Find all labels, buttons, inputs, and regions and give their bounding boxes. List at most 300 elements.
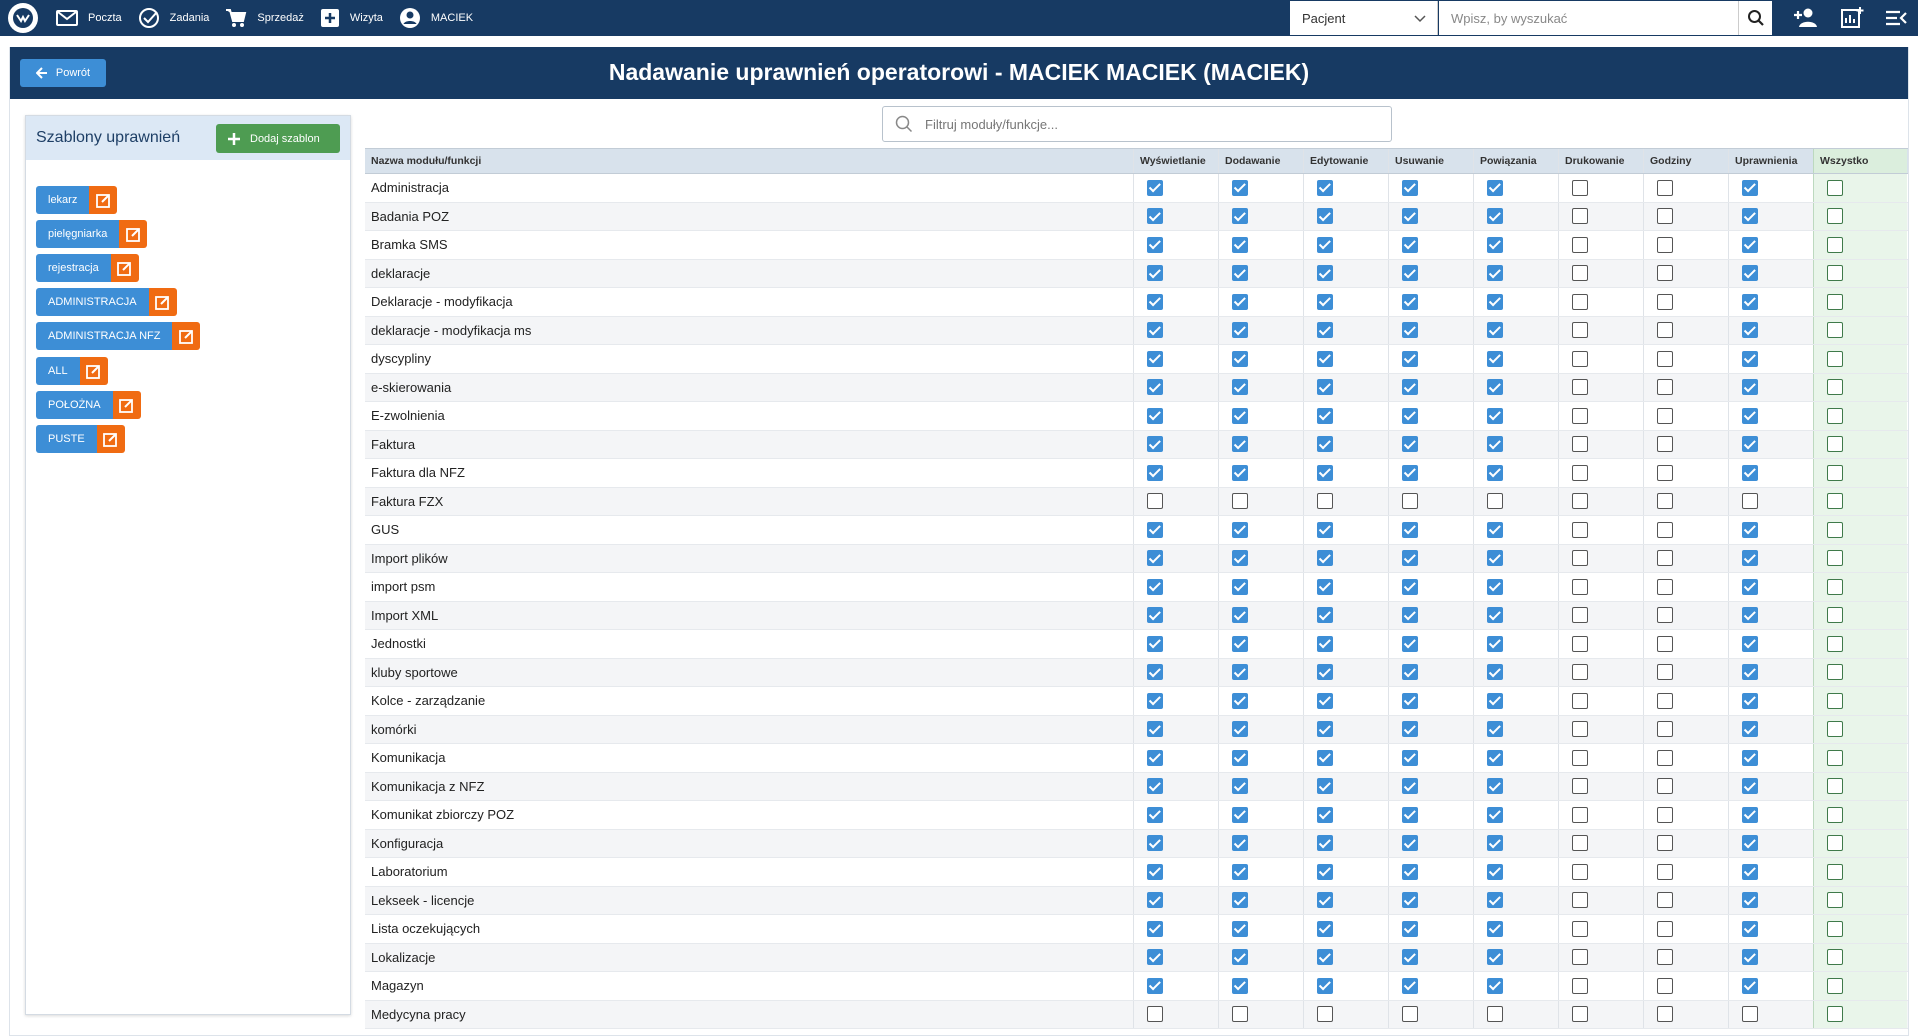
permission-checkbox[interactable] — [1827, 465, 1843, 481]
permission-checkbox[interactable] — [1232, 322, 1248, 338]
permission-checkbox[interactable] — [1487, 322, 1503, 338]
permission-checkbox[interactable] — [1317, 180, 1333, 196]
permission-checkbox[interactable] — [1317, 978, 1333, 994]
permission-checkbox[interactable] — [1657, 835, 1673, 851]
permission-checkbox[interactable] — [1827, 180, 1843, 196]
permission-checkbox[interactable] — [1147, 949, 1163, 965]
permission-checkbox[interactable] — [1487, 522, 1503, 538]
permission-checkbox[interactable] — [1742, 351, 1758, 367]
permission-checkbox[interactable] — [1657, 778, 1673, 794]
permission-checkbox[interactable] — [1487, 408, 1503, 424]
permission-checkbox[interactable] — [1827, 379, 1843, 395]
permission-checkbox[interactable] — [1657, 522, 1673, 538]
permission-checkbox[interactable] — [1487, 693, 1503, 709]
column-header[interactable]: Edytowanie — [1303, 149, 1388, 173]
permission-checkbox[interactable] — [1742, 379, 1758, 395]
permission-checkbox[interactable] — [1402, 864, 1418, 880]
permission-checkbox[interactable] — [1827, 693, 1843, 709]
permission-checkbox[interactable] — [1147, 550, 1163, 566]
permission-checkbox[interactable] — [1147, 322, 1163, 338]
permission-checkbox[interactable] — [1402, 750, 1418, 766]
permission-checkbox[interactable] — [1317, 721, 1333, 737]
permission-checkbox[interactable] — [1657, 807, 1673, 823]
permission-checkbox[interactable] — [1232, 379, 1248, 395]
permission-checkbox[interactable] — [1827, 664, 1843, 680]
global-search-input[interactable] — [1439, 1, 1738, 35]
permission-checkbox[interactable] — [1317, 693, 1333, 709]
edit-template-button[interactable] — [111, 254, 139, 282]
permission-checkbox[interactable] — [1232, 237, 1248, 253]
permission-checkbox[interactable] — [1402, 778, 1418, 794]
add-template-button[interactable] — [216, 124, 340, 153]
permission-checkbox[interactable] — [1572, 550, 1588, 566]
permission-checkbox[interactable] — [1487, 949, 1503, 965]
permission-checkbox[interactable] — [1232, 208, 1248, 224]
permission-checkbox[interactable] — [1232, 550, 1248, 566]
permission-checkbox[interactable] — [1487, 750, 1503, 766]
permission-checkbox[interactable] — [1232, 265, 1248, 281]
permission-checkbox[interactable] — [1147, 522, 1163, 538]
permission-checkbox[interactable] — [1402, 636, 1418, 652]
permission-checkbox[interactable] — [1572, 579, 1588, 595]
permission-checkbox[interactable] — [1232, 493, 1248, 509]
permission-checkbox[interactable] — [1657, 351, 1673, 367]
permission-checkbox[interactable] — [1572, 180, 1588, 196]
permission-checkbox[interactable] — [1742, 408, 1758, 424]
permission-checkbox[interactable] — [1487, 379, 1503, 395]
permission-checkbox[interactable] — [1742, 208, 1758, 224]
permission-checkbox[interactable] — [1402, 664, 1418, 680]
template-label[interactable]: ALL — [36, 357, 80, 385]
permission-checkbox[interactable] — [1742, 693, 1758, 709]
permission-checkbox[interactable] — [1827, 835, 1843, 851]
permission-checkbox[interactable] — [1487, 607, 1503, 623]
permission-checkbox[interactable] — [1402, 978, 1418, 994]
permission-checkbox[interactable] — [1657, 294, 1673, 310]
permission-checkbox[interactable] — [1657, 579, 1673, 595]
permission-checkbox[interactable] — [1572, 322, 1588, 338]
permission-checkbox[interactable] — [1827, 408, 1843, 424]
permission-checkbox[interactable] — [1827, 237, 1843, 253]
permission-checkbox[interactable] — [1827, 978, 1843, 994]
permission-checkbox[interactable] — [1657, 607, 1673, 623]
permission-checkbox[interactable] — [1827, 522, 1843, 538]
template-label[interactable]: ADMINISTRACJA NFZ — [36, 322, 172, 350]
permission-checkbox[interactable] — [1827, 721, 1843, 737]
permission-checkbox[interactable] — [1232, 180, 1248, 196]
permission-checkbox[interactable] — [1657, 636, 1673, 652]
permission-checkbox[interactable] — [1232, 294, 1248, 310]
permission-checkbox[interactable] — [1402, 351, 1418, 367]
template-label[interactable]: POŁOŻNA — [36, 391, 113, 419]
permission-checkbox[interactable] — [1317, 493, 1333, 509]
permission-checkbox[interactable] — [1742, 921, 1758, 937]
permission-checkbox[interactable] — [1742, 550, 1758, 566]
permission-checkbox[interactable] — [1742, 237, 1758, 253]
permission-checkbox[interactable] — [1742, 978, 1758, 994]
permission-checkbox[interactable] — [1232, 949, 1248, 965]
permission-checkbox[interactable] — [1572, 664, 1588, 680]
permission-checkbox[interactable] — [1232, 864, 1248, 880]
permission-checkbox[interactable] — [1147, 721, 1163, 737]
permission-checkbox[interactable] — [1742, 664, 1758, 680]
permission-checkbox[interactable] — [1572, 379, 1588, 395]
permission-checkbox[interactable] — [1742, 750, 1758, 766]
permission-checkbox[interactable] — [1317, 522, 1333, 538]
template-label[interactable]: pielęgniarka — [36, 220, 119, 248]
permission-checkbox[interactable] — [1657, 693, 1673, 709]
permission-checkbox[interactable] — [1147, 579, 1163, 595]
permission-checkbox[interactable] — [1402, 322, 1418, 338]
permission-checkbox[interactable] — [1147, 835, 1163, 851]
permission-checkbox[interactable] — [1657, 237, 1673, 253]
permission-checkbox[interactable] — [1232, 750, 1248, 766]
permission-checkbox[interactable] — [1572, 949, 1588, 965]
permission-checkbox[interactable] — [1317, 237, 1333, 253]
edit-template-button[interactable] — [172, 322, 200, 350]
permission-checkbox[interactable] — [1147, 208, 1163, 224]
permission-checkbox[interactable] — [1827, 778, 1843, 794]
permission-checkbox[interactable] — [1487, 921, 1503, 937]
permission-checkbox[interactable] — [1742, 436, 1758, 452]
permission-checkbox[interactable] — [1487, 265, 1503, 281]
permission-checkbox[interactable] — [1147, 978, 1163, 994]
permission-checkbox[interactable] — [1317, 921, 1333, 937]
permission-checkbox[interactable] — [1147, 408, 1163, 424]
permission-checkbox[interactable] — [1572, 1006, 1588, 1022]
column-header[interactable]: Uprawnienia — [1728, 149, 1813, 173]
permission-checkbox[interactable] — [1232, 465, 1248, 481]
permission-checkbox[interactable] — [1487, 465, 1503, 481]
permission-checkbox[interactable] — [1317, 750, 1333, 766]
permission-checkbox[interactable] — [1742, 522, 1758, 538]
permission-checkbox[interactable] — [1572, 351, 1588, 367]
permission-checkbox[interactable] — [1657, 465, 1673, 481]
permission-checkbox[interactable] — [1147, 294, 1163, 310]
permission-checkbox[interactable] — [1572, 778, 1588, 794]
permission-checkbox[interactable] — [1147, 892, 1163, 908]
permission-checkbox[interactable] — [1827, 579, 1843, 595]
permission-checkbox[interactable] — [1742, 265, 1758, 281]
edit-template-button[interactable] — [113, 391, 141, 419]
permission-checkbox[interactable] — [1402, 807, 1418, 823]
permission-checkbox[interactable] — [1147, 807, 1163, 823]
column-header[interactable]: Godziny — [1643, 149, 1728, 173]
permission-checkbox[interactable] — [1657, 322, 1673, 338]
permission-checkbox[interactable] — [1402, 693, 1418, 709]
permission-checkbox[interactable] — [1232, 921, 1248, 937]
permission-checkbox[interactable] — [1402, 1006, 1418, 1022]
permission-checkbox[interactable] — [1572, 522, 1588, 538]
template-item[interactable] — [36, 357, 108, 385]
permission-checkbox[interactable] — [1827, 607, 1843, 623]
permission-checkbox[interactable] — [1402, 294, 1418, 310]
template-item[interactable] — [36, 186, 117, 214]
permission-checkbox[interactable] — [1487, 436, 1503, 452]
permission-checkbox[interactable] — [1402, 180, 1418, 196]
permission-checkbox[interactable] — [1742, 807, 1758, 823]
permission-checkbox[interactable] — [1147, 351, 1163, 367]
permission-checkbox[interactable] — [1147, 778, 1163, 794]
module-filter-input[interactable] — [882, 106, 1392, 142]
permission-checkbox[interactable] — [1232, 778, 1248, 794]
permission-checkbox[interactable] — [1742, 892, 1758, 908]
permission-checkbox[interactable] — [1742, 864, 1758, 880]
permission-checkbox[interactable] — [1572, 294, 1588, 310]
permission-checkbox[interactable] — [1402, 522, 1418, 538]
permission-checkbox[interactable] — [1402, 607, 1418, 623]
permission-checkbox[interactable] — [1742, 721, 1758, 737]
permission-checkbox[interactable] — [1147, 636, 1163, 652]
permission-checkbox[interactable] — [1827, 208, 1843, 224]
permission-checkbox[interactable] — [1657, 921, 1673, 937]
permission-checkbox[interactable] — [1487, 550, 1503, 566]
permission-checkbox[interactable] — [1317, 1006, 1333, 1022]
permission-checkbox[interactable] — [1317, 579, 1333, 595]
permission-checkbox[interactable] — [1657, 750, 1673, 766]
column-header[interactable]: Wyświetlanie — [1133, 149, 1218, 173]
permission-checkbox[interactable] — [1317, 208, 1333, 224]
permission-checkbox[interactable] — [1147, 921, 1163, 937]
permission-checkbox[interactable] — [1317, 465, 1333, 481]
nav-visit[interactable] — [320, 8, 383, 28]
permission-checkbox[interactable] — [1827, 892, 1843, 908]
permission-checkbox[interactable] — [1572, 408, 1588, 424]
permission-checkbox[interactable] — [1232, 579, 1248, 595]
permission-checkbox[interactable] — [1402, 550, 1418, 566]
permission-checkbox[interactable] — [1572, 265, 1588, 281]
permission-checkbox[interactable] — [1402, 408, 1418, 424]
edit-template-button[interactable] — [89, 186, 117, 214]
permission-checkbox[interactable] — [1827, 750, 1843, 766]
permission-checkbox[interactable] — [1317, 550, 1333, 566]
nav-user[interactable] — [399, 7, 473, 29]
permission-checkbox[interactable] — [1402, 921, 1418, 937]
permission-checkbox[interactable] — [1657, 408, 1673, 424]
permission-checkbox[interactable] — [1657, 265, 1673, 281]
permission-checkbox[interactable] — [1657, 949, 1673, 965]
permission-checkbox[interactable] — [1147, 664, 1163, 680]
permission-checkbox[interactable] — [1827, 294, 1843, 310]
permission-checkbox[interactable] — [1742, 579, 1758, 595]
permission-checkbox[interactable] — [1657, 978, 1673, 994]
permission-checkbox[interactable] — [1232, 408, 1248, 424]
permission-checkbox[interactable] — [1487, 978, 1503, 994]
permission-checkbox[interactable] — [1827, 322, 1843, 338]
template-label[interactable]: lekarz — [36, 186, 89, 214]
permission-checkbox[interactable] — [1827, 636, 1843, 652]
edit-template-button[interactable] — [119, 220, 147, 248]
permission-checkbox[interactable] — [1742, 607, 1758, 623]
permission-checkbox[interactable] — [1742, 778, 1758, 794]
column-header[interactable]: Usuwanie — [1388, 149, 1473, 173]
template-item[interactable] — [36, 288, 177, 316]
template-item[interactable] — [36, 425, 125, 453]
permission-checkbox[interactable] — [1742, 636, 1758, 652]
permission-checkbox[interactable] — [1317, 864, 1333, 880]
permission-checkbox[interactable] — [1487, 892, 1503, 908]
permission-checkbox[interactable] — [1487, 493, 1503, 509]
permission-checkbox[interactable] — [1742, 322, 1758, 338]
permission-checkbox[interactable] — [1572, 921, 1588, 937]
add-user-icon[interactable] — [1793, 6, 1819, 30]
edit-template-button[interactable] — [97, 425, 125, 453]
permission-checkbox[interactable] — [1232, 835, 1248, 851]
permission-checkbox[interactable] — [1402, 465, 1418, 481]
permission-checkbox[interactable] — [1147, 1006, 1163, 1022]
permission-checkbox[interactable] — [1402, 265, 1418, 281]
permission-checkbox[interactable] — [1402, 208, 1418, 224]
permission-checkbox[interactable] — [1317, 436, 1333, 452]
permission-checkbox[interactable] — [1572, 493, 1588, 509]
permission-checkbox[interactable] — [1232, 1006, 1248, 1022]
permission-checkbox[interactable] — [1147, 493, 1163, 509]
permission-checkbox[interactable] — [1402, 721, 1418, 737]
permission-checkbox[interactable] — [1487, 208, 1503, 224]
app-logo-icon[interactable] — [8, 3, 38, 33]
permission-checkbox[interactable] — [1657, 379, 1673, 395]
permission-checkbox[interactable] — [1572, 750, 1588, 766]
column-header[interactable]: Powiązania — [1473, 149, 1558, 173]
permission-checkbox[interactable] — [1317, 892, 1333, 908]
search-button[interactable] — [1738, 1, 1772, 35]
permission-checkbox[interactable] — [1147, 180, 1163, 196]
template-item[interactable] — [36, 254, 139, 282]
permission-checkbox[interactable] — [1317, 835, 1333, 851]
permission-checkbox[interactable] — [1827, 807, 1843, 823]
permission-checkbox[interactable] — [1402, 892, 1418, 908]
permission-checkbox[interactable] — [1572, 835, 1588, 851]
permission-checkbox[interactable] — [1232, 436, 1248, 452]
permission-checkbox[interactable] — [1147, 265, 1163, 281]
permission-checkbox[interactable] — [1317, 807, 1333, 823]
permission-checkbox[interactable] — [1487, 579, 1503, 595]
permission-checkbox[interactable] — [1487, 835, 1503, 851]
permission-checkbox[interactable] — [1657, 436, 1673, 452]
permission-checkbox[interactable] — [1487, 664, 1503, 680]
permission-checkbox[interactable] — [1402, 237, 1418, 253]
permission-checkbox[interactable] — [1232, 351, 1248, 367]
permission-checkbox[interactable] — [1572, 693, 1588, 709]
permission-checkbox[interactable] — [1827, 1006, 1843, 1022]
permission-checkbox[interactable] — [1827, 949, 1843, 965]
nav-tasks[interactable] — [138, 7, 210, 29]
permission-checkbox[interactable] — [1232, 607, 1248, 623]
permission-checkbox[interactable] — [1232, 721, 1248, 737]
column-header[interactable]: Wszystko — [1813, 149, 1907, 173]
permission-checkbox[interactable] — [1147, 864, 1163, 880]
nav-mail[interactable] — [56, 9, 122, 27]
permission-checkbox[interactable] — [1657, 550, 1673, 566]
permission-checkbox[interactable] — [1232, 978, 1248, 994]
permission-checkbox[interactable] — [1742, 294, 1758, 310]
permission-checkbox[interactable] — [1487, 237, 1503, 253]
permission-checkbox[interactable] — [1402, 835, 1418, 851]
permission-checkbox[interactable] — [1827, 436, 1843, 452]
template-label[interactable]: ADMINISTRACJA — [36, 288, 149, 316]
permission-checkbox[interactable] — [1317, 607, 1333, 623]
permission-checkbox[interactable] — [1147, 693, 1163, 709]
permission-checkbox[interactable] — [1572, 607, 1588, 623]
permission-checkbox[interactable] — [1487, 807, 1503, 823]
permission-checkbox[interactable] — [1402, 493, 1418, 509]
permission-checkbox[interactable] — [1147, 607, 1163, 623]
permission-checkbox[interactable] — [1317, 351, 1333, 367]
permission-checkbox[interactable] — [1827, 550, 1843, 566]
permission-checkbox[interactable] — [1147, 465, 1163, 481]
template-label[interactable]: rejestracja — [36, 254, 111, 282]
permission-checkbox[interactable] — [1572, 636, 1588, 652]
permission-checkbox[interactable] — [1317, 949, 1333, 965]
permission-checkbox[interactable] — [1657, 721, 1673, 737]
permission-checkbox[interactable] — [1742, 493, 1758, 509]
template-label[interactable]: PUSTE — [36, 425, 97, 453]
permission-checkbox[interactable] — [1742, 835, 1758, 851]
permission-checkbox[interactable] — [1572, 864, 1588, 880]
permission-checkbox[interactable] — [1827, 493, 1843, 509]
permission-checkbox[interactable] — [1402, 949, 1418, 965]
permission-checkbox[interactable] — [1232, 636, 1248, 652]
permission-checkbox[interactable] — [1827, 265, 1843, 281]
permission-checkbox[interactable] — [1572, 978, 1588, 994]
permission-checkbox[interactable] — [1742, 1006, 1758, 1022]
permission-checkbox[interactable] — [1317, 379, 1333, 395]
menu-icon[interactable] — [1884, 6, 1908, 30]
patient-select[interactable] — [1290, 1, 1438, 35]
permission-checkbox[interactable] — [1742, 465, 1758, 481]
nav-sales[interactable] — [225, 8, 303, 28]
permission-checkbox[interactable] — [1657, 180, 1673, 196]
edit-template-button[interactable] — [80, 357, 108, 385]
permission-checkbox[interactable] — [1657, 208, 1673, 224]
permission-checkbox[interactable] — [1317, 408, 1333, 424]
permission-checkbox[interactable] — [1572, 237, 1588, 253]
permission-checkbox[interactable] — [1827, 921, 1843, 937]
permission-checkbox[interactable] — [1487, 636, 1503, 652]
permission-checkbox[interactable] — [1232, 807, 1248, 823]
permission-checkbox[interactable] — [1572, 208, 1588, 224]
permission-checkbox[interactable] — [1657, 664, 1673, 680]
permission-checkbox[interactable] — [1317, 294, 1333, 310]
permission-checkbox[interactable] — [1487, 1006, 1503, 1022]
permission-checkbox[interactable] — [1572, 807, 1588, 823]
permission-checkbox[interactable] — [1487, 294, 1503, 310]
permission-checkbox[interactable] — [1657, 892, 1673, 908]
permission-checkbox[interactable] — [1487, 180, 1503, 196]
permission-checkbox[interactable] — [1147, 750, 1163, 766]
add-chart-icon[interactable] — [1840, 6, 1864, 30]
permission-checkbox[interactable] — [1572, 465, 1588, 481]
permission-checkbox[interactable] — [1232, 693, 1248, 709]
permission-checkbox[interactable] — [1657, 493, 1673, 509]
permission-checkbox[interactable] — [1402, 379, 1418, 395]
edit-template-button[interactable] — [149, 288, 177, 316]
permission-checkbox[interactable] — [1402, 579, 1418, 595]
permission-checkbox[interactable] — [1147, 379, 1163, 395]
template-item[interactable] — [36, 322, 200, 350]
permission-checkbox[interactable] — [1232, 522, 1248, 538]
permission-checkbox[interactable] — [1487, 778, 1503, 794]
permission-checkbox[interactable] — [1232, 892, 1248, 908]
permission-checkbox[interactable] — [1827, 351, 1843, 367]
column-header[interactable]: Drukowanie — [1558, 149, 1643, 173]
permission-checkbox[interactable] — [1232, 664, 1248, 680]
permission-checkbox[interactable] — [1572, 721, 1588, 737]
permission-checkbox[interactable] — [1147, 237, 1163, 253]
permission-checkbox[interactable] — [1487, 351, 1503, 367]
permission-checkbox[interactable] — [1402, 436, 1418, 452]
permission-checkbox[interactable] — [1572, 436, 1588, 452]
